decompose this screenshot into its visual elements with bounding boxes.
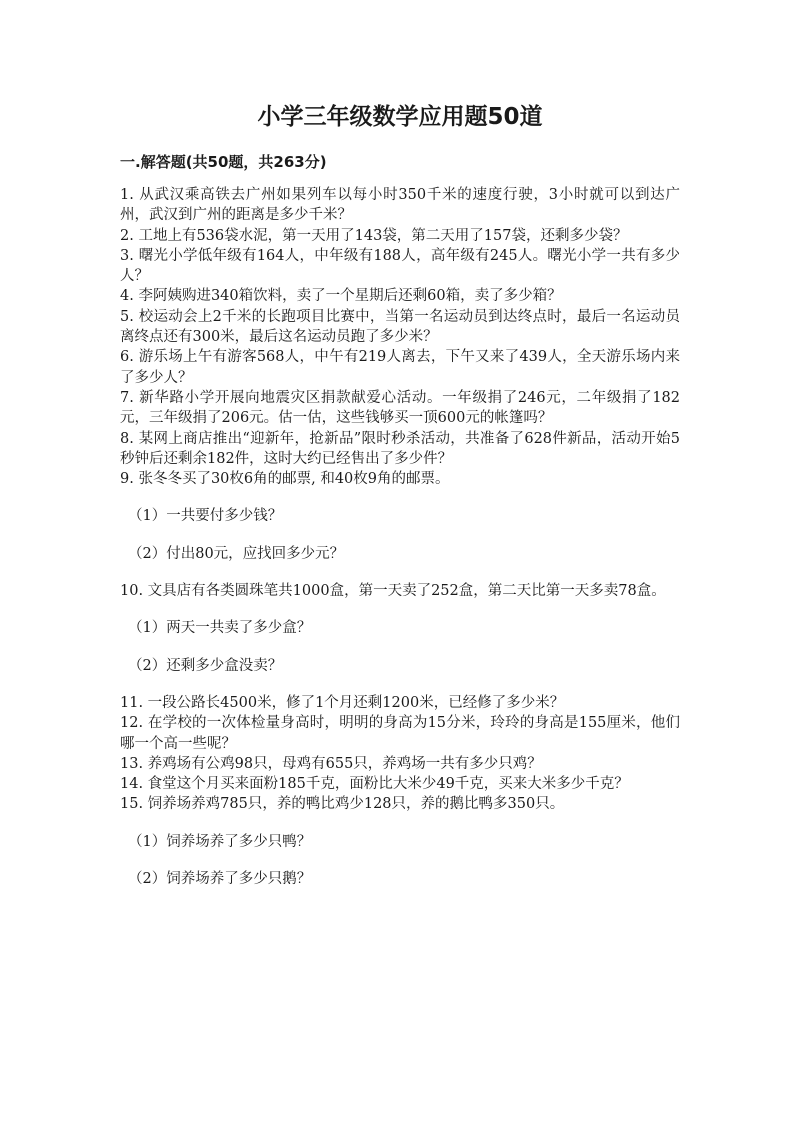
question-9: 9. 张冬冬买了30枚6角的邮票, 和40枚9角的邮票。 xyxy=(120,471,450,488)
question-7: 7. 新华路小学开展向地震灾区捐款献爱心活动。一年级捐了246元，二年级捐了182元，三年级捐了206元。估一估，这些钱够买一顶600元的帐篷吗？ xyxy=(120,389,680,427)
question-9-part-1: （1）一共要付多少钱？ xyxy=(128,508,283,525)
question-15-part-1: （1）饲养场养了多少只鸭？ xyxy=(128,833,312,850)
question-1: 1. 从武汉乘高铁去广州如果列车以每小时350千米的速度行驶，3小时就可以到达广州，武汉到广州的距离是多少千米？ xyxy=(120,187,680,224)
question-list xyxy=(120,185,680,889)
question-9-part-2: （2）付出80元，应找回多少元？ xyxy=(128,545,345,562)
question-12: 12. 在学校的一次体检量身高时，明明的身高为15分米，玲玲的身高是155厘米，他们哪一个高一些呢？ xyxy=(120,715,680,752)
question-2: 2. 工地上有536袋水泥，第一天用了143袋，第二天用了157袋，还剩多少袋？ xyxy=(120,227,628,244)
question-13: 13. 养鸡场有公鸡98只，母鸡有655只，养鸡场一共有多少只鸡？ xyxy=(120,755,542,772)
question-8: 8. 某网上商店推出“迎新年，抢新品”限时秒杀活动，共准备了628件新品，活动开始5秒钟后还剩余182件，这时大约已经售出了多少件？ xyxy=(120,430,680,467)
question-15-part-2: （2）饲养场养了多少只鹅？ xyxy=(128,871,312,888)
page-title: 小学三年级数学应用题50道 xyxy=(257,104,543,130)
question-3: 3. 曙光小学低年级有164人，中年级有188人，高年级有245人。曙光小学一共有多少人？ xyxy=(120,247,680,285)
question-10-part-1: （1）两天一共卖了多少盒？ xyxy=(128,620,312,637)
question-4: 4. 李阿姨购进340箱饮料，卖了一个星期后还剩60箱，卖了多少箱？ xyxy=(120,288,562,305)
question-10-part-2: （2）还剩多少盒没卖？ xyxy=(128,657,283,674)
section-heading: 一.解答题(共50题，共263分) xyxy=(120,153,327,171)
question-5: 5. 校运动会上2千米的长跑项目比赛中，当第一名运动员到达终点时，最后一名运动员离终点还有300米，最后这名运动员跑了多少米？ xyxy=(120,308,680,346)
question-10: 10. 文具店有各类圆珠笔共1000盒，第一天卖了252盒，第二天比第一天多卖78盒。 xyxy=(120,583,666,600)
question-6: 6. 游乐场上午有游客568人，中午有219人离去，下午又来了439人，全天游乐场内来了多少人？ xyxy=(120,349,680,386)
question-14: 14. 食堂这个月买来面粉185千克，面粉比大米少49千克，买来大米多少千克？ xyxy=(120,776,629,793)
question-15: 15. 饲养场养鸡785只，养的鸭比鸡少128只，养的鹅比鸭多350只。 xyxy=(120,796,565,813)
question-11: 11. 一段公路长4500米，修了1个月还剩1200米，已经修了多少米？ xyxy=(120,694,565,711)
